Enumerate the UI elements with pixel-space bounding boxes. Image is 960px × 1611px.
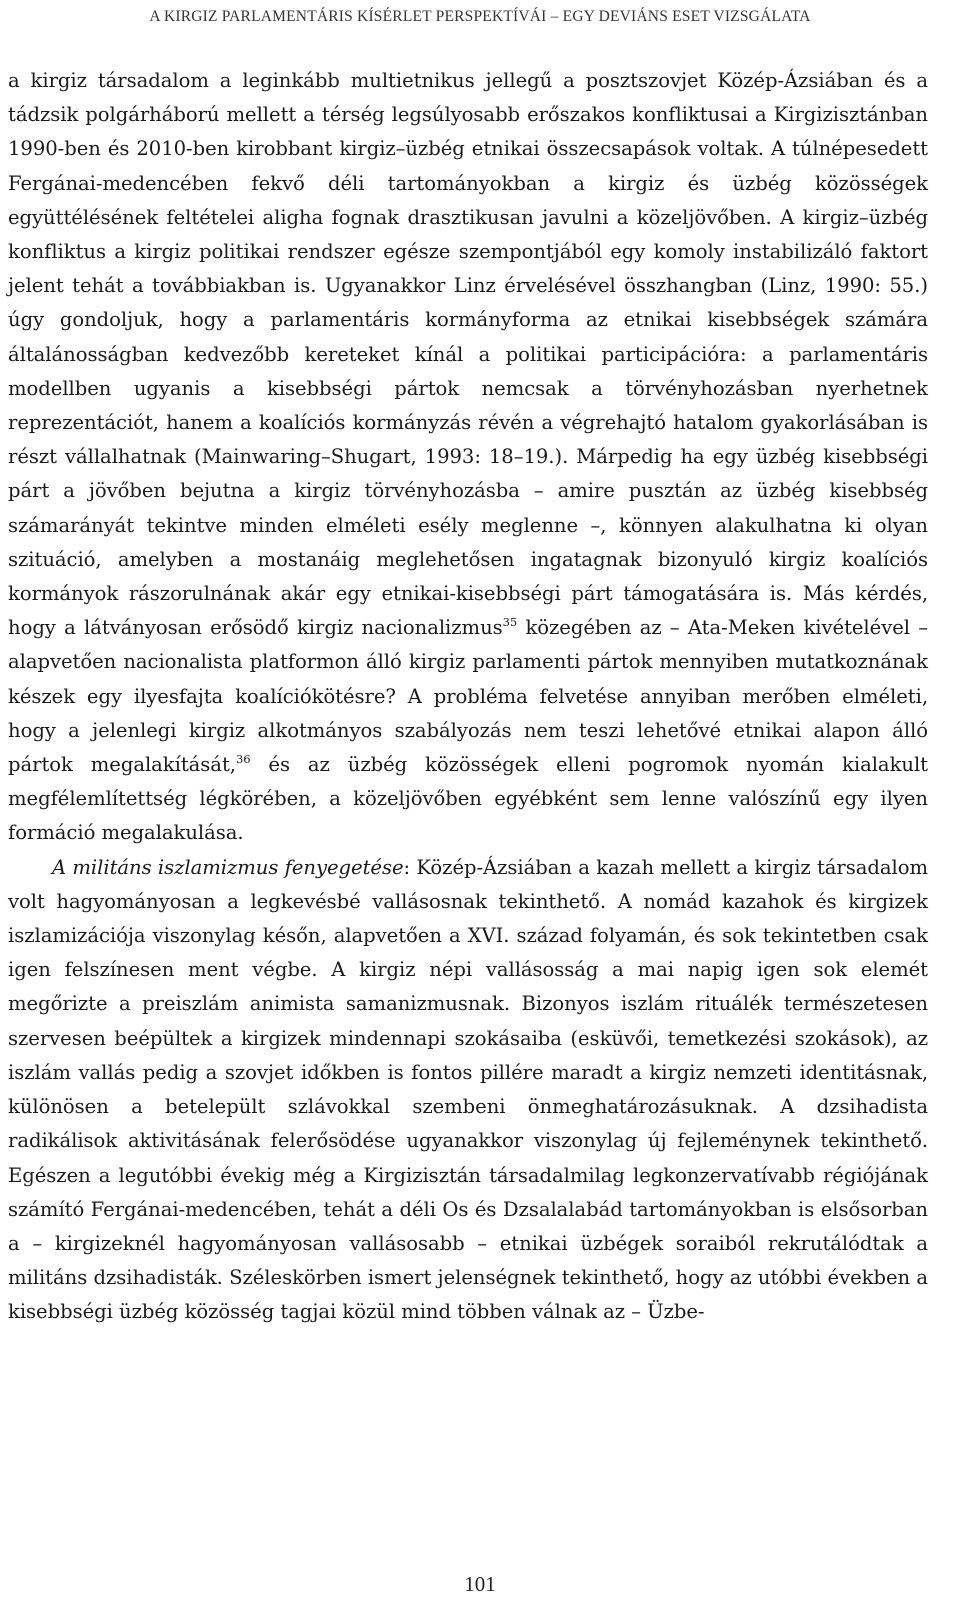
section-run-in-heading: A militáns iszlamizmus fenyegetése — [52, 855, 404, 879]
paragraph-kirgiz-uzbeg-conflict — [8, 64, 928, 851]
paragraph-text: : Közép-Ázsiában a kazah mellett a kirgiz társadalom volt hagyományosan a legkevésbé vallásosnak tekinthető. A nomád kazahok és kirgizek iszlamizációja viszonylag későn, alapvetően a XVI. század folyamán, és sok tekintetben csak igen felszínesen ment végbe. A kirgiz népi vallásosság a mai napig igen sok elemét megőrizte a preiszlám animista samanizmusnak. Bizonyos iszlám rituálék természetesen szervesen beépültek a kirgizek mindennapi szokásaiba (esküvői, temetkezési szokások), az iszlám vallás pedig a szovjet időkben is fontos pillére maradt a kirgiz nemzeti identitásnak, különösen a betelepült szlávokkal szembeni önmeghatározásuknak. A dzsihadista radikálisok aktivitásának felerősödése ugyanakkor viszonylag új fejleménynek tekinthető. Egészen a legutóbbi évekig még a Kirgizisztán társadalmilag legkonzervatívabb régiójának számító Fergánai-medencében, tehát a déli Os és Dzsalalabád tartományokban is elsősorban a – kirgizeknél hagyományosan vallásosabb – etnikai üzbégek soraiból rekrutálódtak a militáns dzsihadisták. Széleskörben ismert jelenségnek tekinthető, hogy az utóbbi években a kisebbségi üzbég közösség tagjai közül mind többen válnak az – Üzbe- — [8, 855, 929, 1324]
footnote-marker-36[interactable]: 36 — [235, 751, 251, 766]
paragraph-militant-islamism — [8, 851, 928, 1330]
page-number: 101 — [464, 1572, 496, 1596]
body-text — [8, 64, 928, 1330]
footnote-marker-35[interactable]: 35 — [502, 614, 518, 629]
running-header: A KIRGIZ PARLAMENTÁRIS KÍSÉRLET PERSPEKTÍVÁI – EGY DEVIÁNS ESET VIZSGÁLATA — [149, 8, 811, 25]
paragraph-text: és az üzbég közösségek elleni pogromok nyomán kialakult megfélemlítettség légkörében, a közeljövőben egyébként sem lenne valószínű egy ilyen formáció megalakulása. — [8, 753, 928, 845]
paragraph-text: közegében az – Ata-Meken kivételével – alapvetően nacionalista platformon álló kirgiz parlamenti pártok mennyiben mutatkoznának készek egy ilyesfajta koalíciókötésre? A probléma felvetése annyiban merőben elméleti, hogy a jelenlegi kirgiz alkotmányos szabályozás nem teszi lehetővé etnikai alapon álló pártok megalakítását, — [8, 616, 928, 777]
paragraph-text: a kirgiz társadalom a leginkább multietnikus jellegű a posztszovjet Közép-Ázsiában és a tádzsik polgárháború mellett a térség legsúlyosabb erőszakos konfliktusai a Kirgizisztánban 1990-ben és 2010-ben kirobbant kirgiz–üzbég etnikai összecsapások voltak. A túlnépesedett Fergánai-medencében fekvő déli tartományokban a kirgiz és üzbég közösségek együttélésének feltételei aligha fognak drasztikusan javulni a közeljövőben. A kirgiz–üzbég konfliktus a kirgiz politikai rendszer egésze szempontjából egy komoly instabilizáló faktort jelent tehát a továbbiakban is. Ugyanakkor Linz érvelésével összhangban (Linz, 1990: 55.) úgy gondoljuk, hogy a parlamentáris kormányforma az etnikai kisebbségek számára általánosságban kedvezőbb kereteket kínál a politikai participációra: a parlamentáris modellben ugyanis a kisebbségi pártok nemcsak a törvényhozásban nyerhetnek reprezentációt, hanem a koalíciós kormányzás révén a végrehajtó hatalom gyakorlásában is részt vállalhatnak (Mainwaring–Shugart, 1993: 18–19.). Márpedig ha egy üzbég kisebbségi párt a jövőben bejutna a kirgiz törvényhozásba – amire pusztán az üzbég kisebbség számarányát tekintve minden elméleti esély meglenne –, könnyen alakulhatna ki olyan szituáció, amelyben a mostanáig meglehetősen ingatagnak bizonyuló kirgiz koalíciós kormányok rászorulnának akár egy etnikai-kisebbségi párt támogatására is. Más kérdés, hogy a látványosan erősödő kirgiz nacionalizmus — [8, 69, 928, 640]
